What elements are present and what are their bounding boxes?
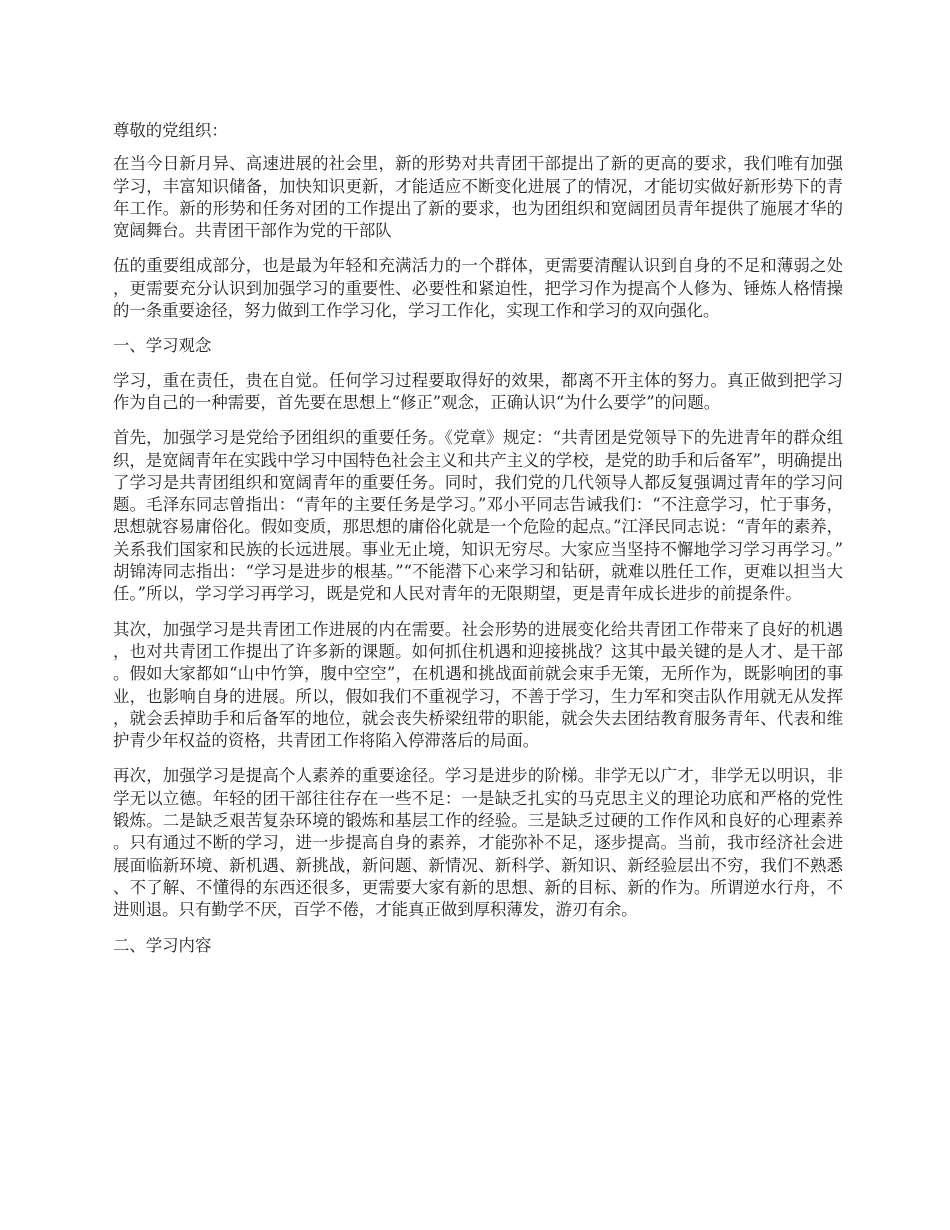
section1-paragraph-1: 学习，重在责任，贵在自觉。任何学习过程要取得好的效果，都离不开主体的努力。真正做到把学习作为自己的一种需要，首先要在思想上“修正”观念，正确认识“为什么要学”的问题。 bbox=[113, 370, 843, 412]
document-page bbox=[113, 120, 843, 969]
intro-paragraph-2: 伍的重要组成部分，也是最为年轻和充满活力的一个群体，更需要清醒认识到自身的不足和薄弱之处，更需要充分认识到加强学习的重要性、必要性和紧迫性，把学习作为提高个人修为、锤炼人格情操的一条重要途径，努力做到工作学习化，学习工作化，实现工作和学习的双向强化。 bbox=[113, 256, 843, 321]
section1-paragraph-4: 再次，加强学习是提高个人素养的重要途径。学习是进步的阶梯。非学无以广才，非学无以明识，非学无以立德。年轻的团干部往往存在一些不足：一是缺乏扎实的马克思主义的理论功底和严格的党性锻炼。二是缺乏艰苦复杂环境的锻炼和基层工作的经验。三是缺乏过硬的工作作风和良好的心理素养。只有通过不断的学习，进一步提高自身的素养，才能弥补不足，逐步提高。当前，我市经济社会进展面临新环境、新机遇、新挑战，新问题、新情况、新科学、新知识、新经验层出不穷，我们不熟悉、不了解、不懂得的东西还很多，更需要大家有新的思想、新的目标、新的作为。所谓逆水行舟，不进则退。只有勤学不厌，百学不倦，才能真正做到厚积薄发，游刃有余。 bbox=[113, 766, 843, 920]
section1-paragraph-2: 首先，加强学习是党给予团组织的重要任务。《党章》规定：“共青团是党领导下的先进青年的群众组织，是宽阔青年在实践中学习中国特色社会主义和共产主义的学校，是党的助手和后备军”，明确提出了学习是共青团组织和宽阔青年的重要任务。同时，我们党的几代领导人都反复强调过青年的学习问题。毛泽东同志曾指出：“青年的主要任务是学习。”邓小平同志告诫我们：“不注意学习，忙于事务，思想就容易庸俗化。假如变质，那思想的庸俗化就是一个危险的起点。”江泽民同志说：“青年的素养，关系我们国家和民族的长远进展。事业无止境，知识无穷尽。大家应当坚持不懈地学习学习再学习。”胡锦涛同志指出：“学习是进步的根基。”“不能潜下心来学习和钻研，就难以胜任工作，更难以担当大任。”所以，学习学习再学习，既是党和人民对青年的无限期望，更是青年成长进步的前提条件。 bbox=[113, 428, 843, 604]
salutation: 尊敬的党组织： bbox=[113, 121, 228, 140]
section-heading-2: 二、学习内容 bbox=[113, 935, 212, 955]
section1-paragraph-3: 其次，加强学习是共青团工作进展的内在需要。社会形势的进展变化给共青团工作带来了良好的机遇，也对共青团工作提出了许多新的课题。如何抓住机遇和迎接挑战？这其中最关键的是人才、是干部。假如大家都如“山中竹笋，腹中空空”，在机遇和挑战面前就会束手无策，无所作为，既影响团的事业，也影响自身的进展。所以，假如我们不重视学习，不善于学习，生力军和突击队作用就无从发挥，就会丢掉助手和后备军的地位，就会丧失桥梁纽带的职能，就会失去团结教育服务青年、代表和维护青少年权益的资格，共青团工作将陷入停滞落后的局面。 bbox=[113, 619, 843, 751]
intro-paragraph-1: 在当今日新月异、高速进展的社会里，新的形势对共青团干部提出了新的更高的要求，我们唯有加强学习，丰富知识储备，加快知识更新，才能适应不断变化进展了的情况，才能切实做好新形势下的青年工作。新的形势和任务对团的工作提出了新的要求，也为团组织和宽阔团员青年提供了施展才华的宽阔舞台。共青团干部作为党的干部队 bbox=[113, 154, 843, 241]
section-heading-1: 一、学习观念 bbox=[113, 336, 212, 356]
